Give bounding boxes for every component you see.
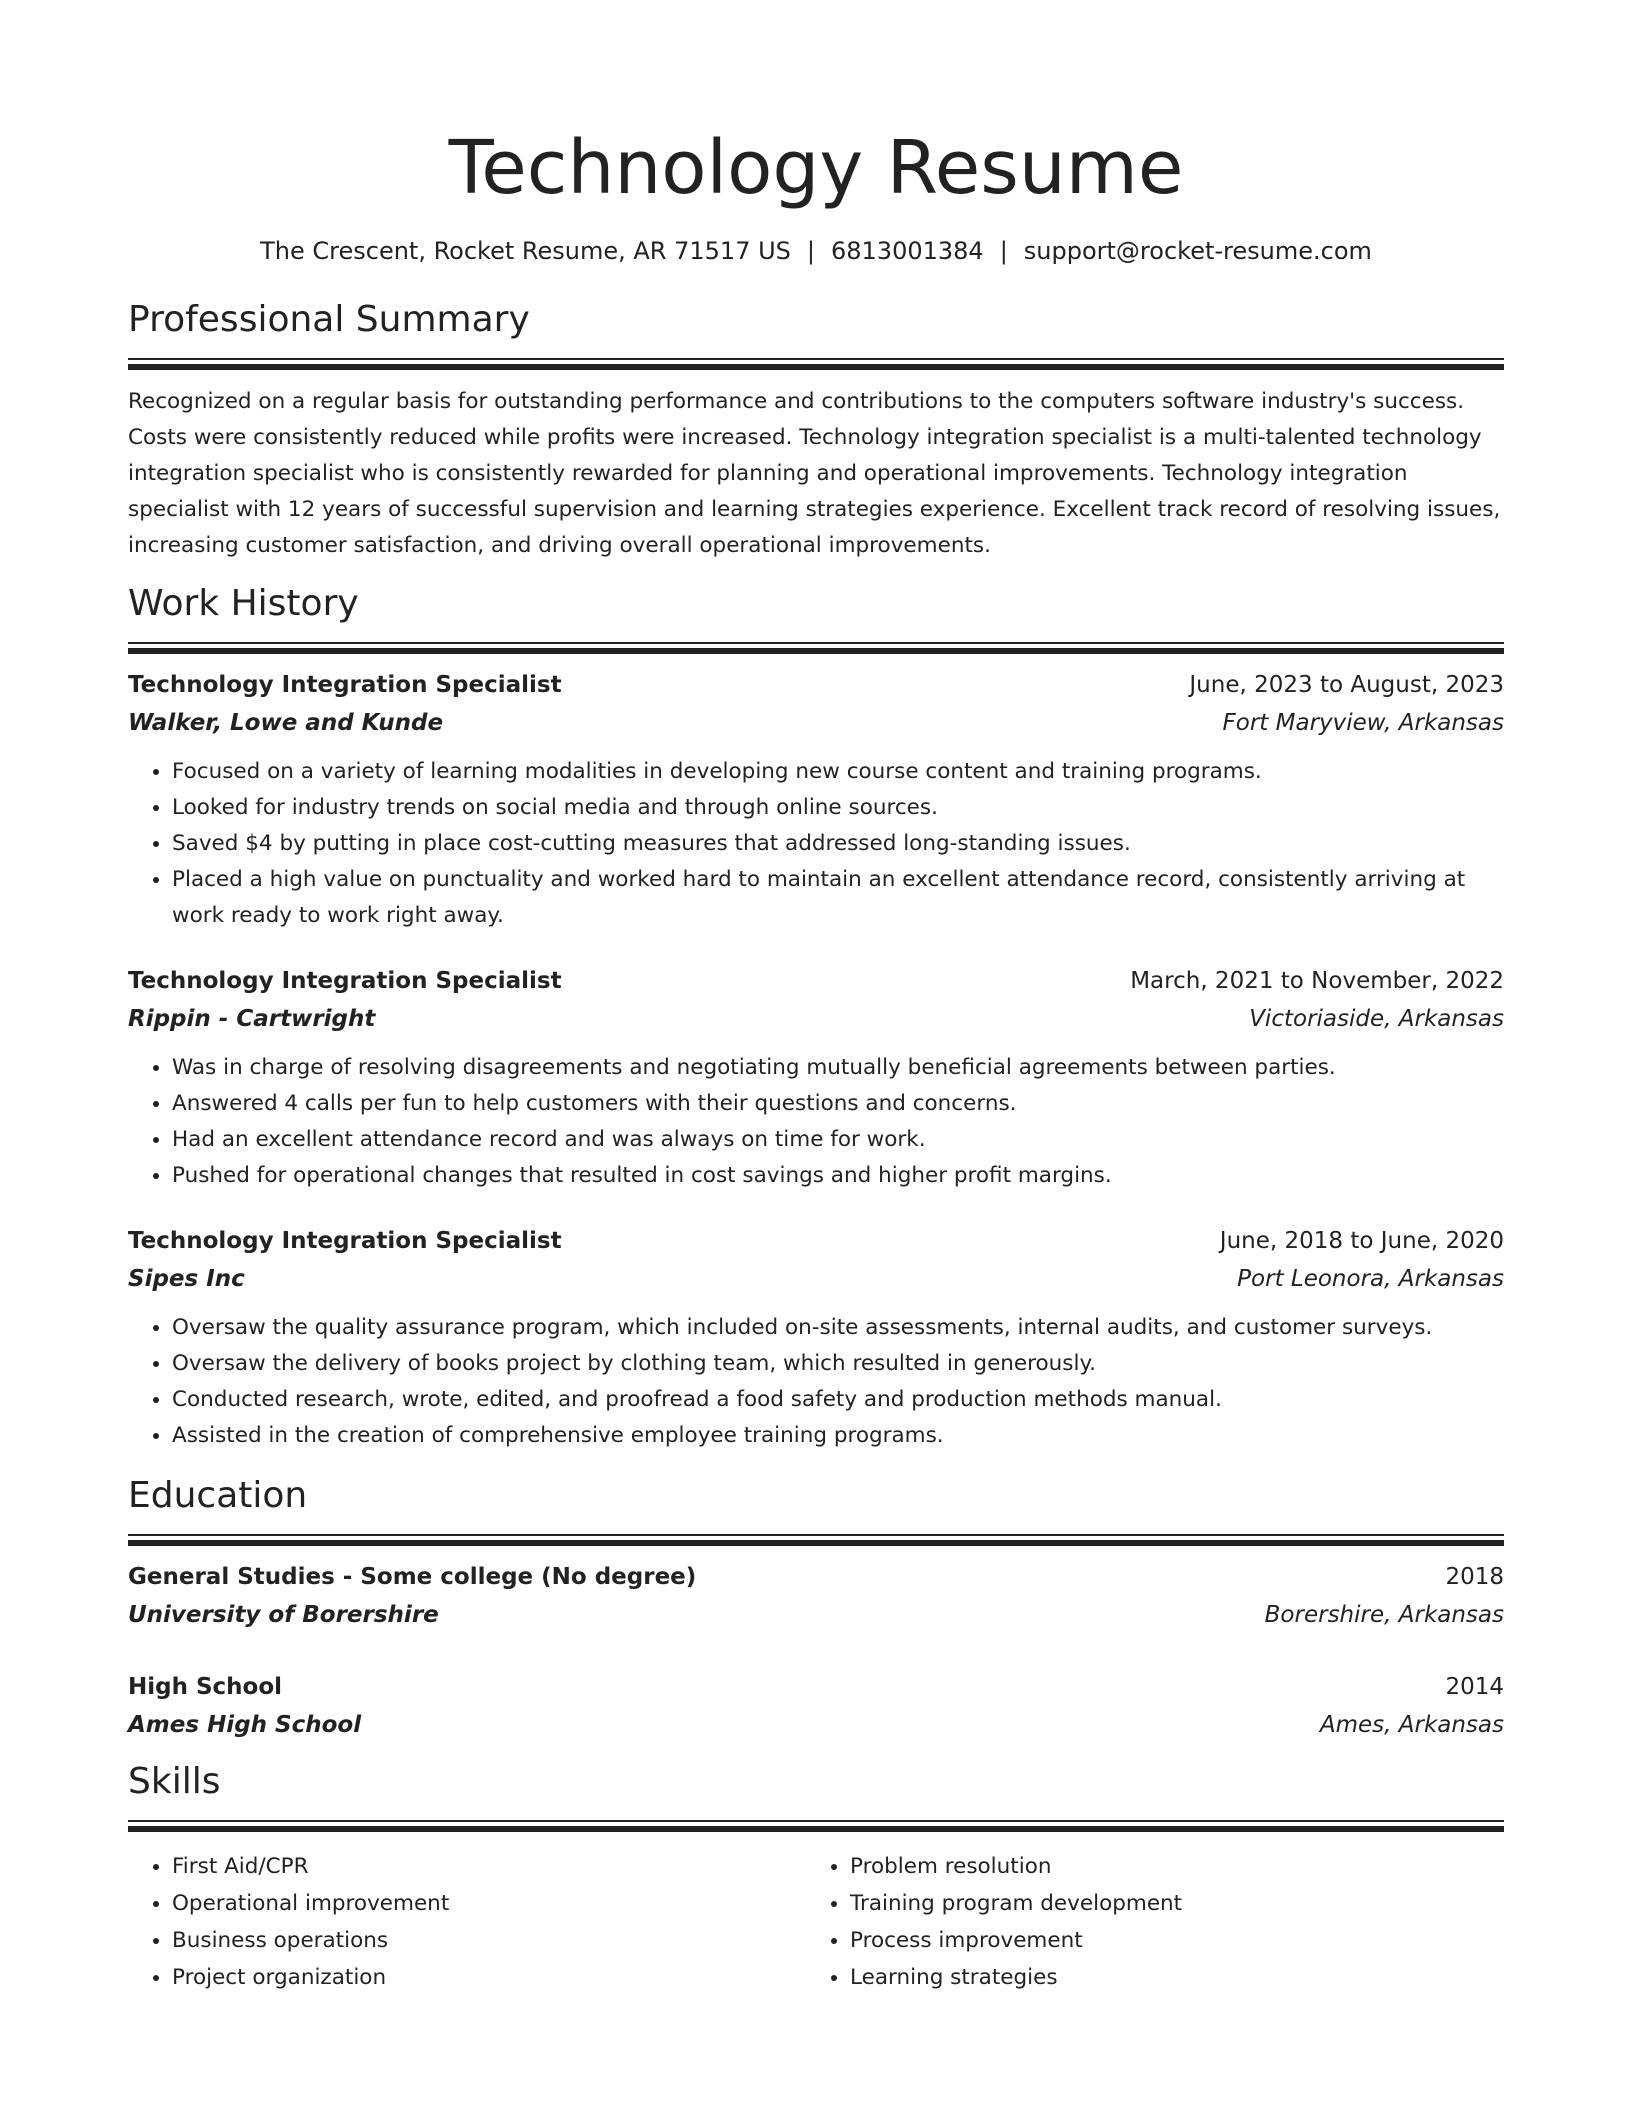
job-title: Technology Integration Specialist — [128, 1228, 562, 1254]
job-header-row — [128, 666, 1504, 704]
job-bullet: • Assisted in the creation of comprehensive employee training programs. — [172, 1418, 1504, 1454]
contact-phone: 6813001384 — [830, 237, 984, 265]
contact-separator: | — [806, 237, 815, 265]
education-section — [128, 1472, 1504, 1744]
skill-item: • Operational improvement — [172, 1885, 806, 1922]
job-header-row — [128, 962, 1504, 1000]
education-location: Ames, Arkansas — [1319, 1712, 1504, 1738]
job-title: Technology Integration Specialist — [128, 968, 562, 994]
work-section — [128, 580, 1504, 1454]
job-location: Fort Maryview, Arkansas — [1222, 710, 1504, 736]
job-company-row — [128, 704, 1504, 742]
job-bullets — [128, 1310, 1504, 1454]
section-heading-summary: Professional Summary — [128, 299, 530, 340]
section-divider — [128, 1534, 1504, 1546]
skill-item: • Training program development — [850, 1885, 1484, 1922]
education-year: 2014 — [1445, 1674, 1504, 1700]
skill-item: • First Aid/CPR — [172, 1848, 806, 1885]
education-entry — [128, 1558, 1504, 1634]
job-bullet: • Oversaw the quality assurance program, which included on-site assessments, internal audits, and customer surveys. — [172, 1310, 1504, 1346]
section-divider — [128, 358, 1504, 370]
job-location: Victoriaside, Arkansas — [1249, 1006, 1504, 1032]
summary-section — [128, 296, 1504, 564]
education-degree: General Studies - Some college (No degree) — [128, 1564, 697, 1590]
section-divider — [128, 1820, 1504, 1832]
job-dates: March, 2021 to November, 2022 — [1130, 968, 1504, 994]
job-dates: June, 2023 to August, 2023 — [1189, 672, 1504, 698]
skill-item: • Problem resolution — [850, 1848, 1484, 1885]
skills-list-left — [128, 1848, 806, 1996]
skill-item: • Process improvement — [850, 1922, 1484, 1959]
job-company-row — [128, 1000, 1504, 1038]
job-title: Technology Integration Specialist — [128, 672, 562, 698]
education-school: Ames High School — [128, 1712, 362, 1738]
job-bullets — [128, 754, 1504, 934]
summary-text: Recognized on a regular basis for outstanding performance and contributions to the computers software industry's success. Costs were consistently reduced while profits were increased. Technology integration specialist is a multi-talented technology integration specialist who is consistently rewarded for planning and operational improvements. Technology integration specialist with 12 years of successful supervision and learning strategies experience. Excellent track record of resolving issues, increasing customer satisfaction, and driving overall operational improvements. — [128, 389, 1501, 558]
job-bullet: • Looked for industry trends on social media and through online sources. — [172, 790, 1504, 826]
job-entry — [128, 962, 1504, 1194]
job-bullet: • Had an excellent attendance record and was always on time for work. — [172, 1122, 1504, 1158]
education-school-row — [128, 1596, 1504, 1634]
job-company: Walker, Lowe and Kunde — [128, 710, 444, 736]
education-year: 2018 — [1445, 1564, 1504, 1590]
contact-separator: | — [999, 237, 1008, 265]
job-bullet: • Saved $4 by putting in place cost-cutting measures that addressed long-standing issues. — [172, 826, 1504, 862]
resume-page — [128, 0, 1504, 1996]
job-company: Sipes Inc — [128, 1266, 245, 1292]
job-bullet: • Pushed for operational changes that resulted in cost savings and higher profit margins. — [172, 1158, 1504, 1194]
education-school: University of Borershire — [128, 1602, 439, 1628]
skills-columns — [128, 1848, 1504, 1996]
contact-email: support@rocket-resume.com — [1023, 237, 1372, 265]
job-entry — [128, 1222, 1504, 1454]
job-bullet: • Answered 4 calls per fun to help customers with their questions and concerns. — [172, 1086, 1504, 1122]
job-bullet: • Placed a high value on punctuality and worked hard to maintain an excellent attendance record, consistently arriving at work ready to work right away. — [172, 862, 1504, 934]
section-heading-education: Education — [128, 1475, 308, 1516]
education-header-row — [128, 1558, 1504, 1596]
education-entry — [128, 1668, 1504, 1744]
job-bullet: • Oversaw the delivery of books project by clothing team, which resulted in generously. — [172, 1346, 1504, 1382]
contact-address: The Crescent, Rocket Resume, AR 71517 US — [260, 237, 791, 265]
job-location: Port Leonora, Arkansas — [1237, 1266, 1504, 1292]
skill-item: • Business operations — [172, 1922, 806, 1959]
section-heading-skills: Skills — [128, 1761, 221, 1802]
job-bullet: • Conducted research, wrote, edited, and proofread a food safety and production methods manual. — [172, 1382, 1504, 1418]
skill-item: • Learning strategies — [850, 1959, 1484, 1996]
contact-line — [128, 234, 1504, 268]
education-location: Borershire, Arkansas — [1264, 1602, 1504, 1628]
skills-section — [128, 1758, 1504, 1996]
job-company: Rippin - Cartwright — [128, 1006, 376, 1032]
job-bullet: • Focused on a variety of learning modalities in developing new course content and training programs. — [172, 754, 1504, 790]
education-school-row — [128, 1706, 1504, 1744]
job-dates: June, 2018 to June, 2020 — [1219, 1228, 1504, 1254]
job-company-row — [128, 1260, 1504, 1298]
education-header-row — [128, 1668, 1504, 1706]
skill-item: • Project organization — [172, 1959, 806, 1996]
resume-title: Technology Resume — [448, 125, 1184, 211]
section-divider — [128, 642, 1504, 654]
section-heading-work: Work History — [128, 583, 359, 624]
job-bullets — [128, 1050, 1504, 1194]
job-bullet: • Was in charge of resolving disagreements and negotiating mutually beneficial agreements between parties. — [172, 1050, 1504, 1086]
skills-list-right — [806, 1848, 1484, 1996]
job-header-row — [128, 1222, 1504, 1260]
education-degree: High School — [128, 1674, 283, 1700]
job-entry — [128, 666, 1504, 934]
